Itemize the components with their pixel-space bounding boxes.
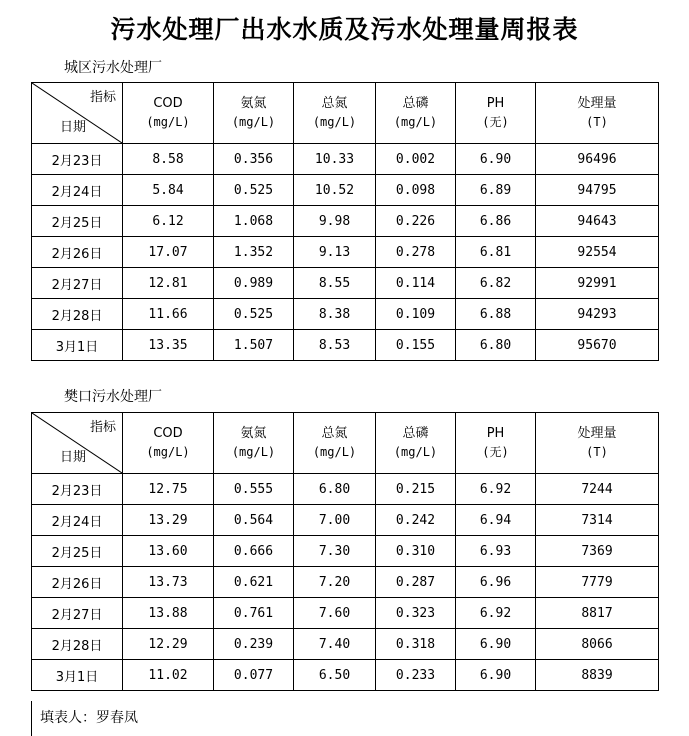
value-cell: 92991 xyxy=(536,268,659,299)
value-cell: 0.287 xyxy=(376,567,456,598)
column-header-total-phosphorus: 总磷 (mg/L) xyxy=(376,413,456,474)
value-cell: 1.068 xyxy=(214,206,294,237)
value-cell: 7.00 xyxy=(294,505,376,536)
value-cell: 8066 xyxy=(536,629,659,660)
value-cell: 96496 xyxy=(536,144,659,175)
value-cell: 7.30 xyxy=(294,536,376,567)
date-cell: 2月27日 xyxy=(32,598,123,629)
date-cell: 2月26日 xyxy=(32,237,123,268)
value-cell: 0.002 xyxy=(376,144,456,175)
value-cell: 7.60 xyxy=(294,598,376,629)
plant-2-body xyxy=(32,474,659,691)
value-cell: 6.80 xyxy=(294,474,376,505)
value-cell: 8.55 xyxy=(294,268,376,299)
report-title: 污水处理厂出水水质及污水处理量周报表 xyxy=(110,15,579,44)
value-cell: 6.96 xyxy=(456,567,536,598)
date-cell: 2月26日 xyxy=(32,567,123,598)
value-cell: 0.323 xyxy=(376,598,456,629)
plant-2-label: 樊口污水处理厂 xyxy=(64,389,162,405)
value-cell: 17.07 xyxy=(123,237,214,268)
column-header-total-phosphorus: 总磷 (mg/L) xyxy=(376,83,456,144)
value-cell: 94795 xyxy=(536,175,659,206)
value-cell: 6.86 xyxy=(456,206,536,237)
value-cell: 9.13 xyxy=(294,237,376,268)
value-cell: 0.318 xyxy=(376,629,456,660)
value-cell: 7244 xyxy=(536,474,659,505)
value-cell: 0.525 xyxy=(214,175,294,206)
table-header-row xyxy=(32,83,659,144)
value-cell: 0.077 xyxy=(214,660,294,691)
column-header-total-nitrogen: 总氮 (mg/L) xyxy=(294,413,376,474)
value-cell: 6.93 xyxy=(456,536,536,567)
value-cell: 12.81 xyxy=(123,268,214,299)
column-header-cod: COD (mg/L) xyxy=(123,83,214,144)
date-cell: 3月1日 xyxy=(32,660,123,691)
value-cell: 6.80 xyxy=(456,330,536,361)
table-row xyxy=(32,629,659,660)
value-cell: 0.525 xyxy=(214,299,294,330)
table-row xyxy=(32,237,659,268)
header-corner-cell xyxy=(32,83,123,144)
value-cell: 0.564 xyxy=(214,505,294,536)
value-cell: 0.226 xyxy=(376,206,456,237)
value-cell: 7.20 xyxy=(294,567,376,598)
value-cell: 6.50 xyxy=(294,660,376,691)
corner-date-label: 日期 xyxy=(60,450,87,465)
table-row xyxy=(32,474,659,505)
value-cell: 6.88 xyxy=(456,299,536,330)
plant-1-table xyxy=(31,82,659,361)
value-cell: 9.98 xyxy=(294,206,376,237)
table-row xyxy=(32,505,659,536)
date-cell: 2月24日 xyxy=(32,505,123,536)
plant-1-label: 城区污水处理厂 xyxy=(64,60,162,76)
value-cell: 13.88 xyxy=(123,598,214,629)
date-cell: 2月25日 xyxy=(32,206,123,237)
value-cell: 0.155 xyxy=(376,330,456,361)
table-row xyxy=(32,144,659,175)
column-header-volume: 处理量 (T) xyxy=(536,83,659,144)
value-cell: 6.94 xyxy=(456,505,536,536)
table-row xyxy=(32,536,659,567)
value-cell: 6.90 xyxy=(456,144,536,175)
table-row xyxy=(32,660,659,691)
value-cell: 13.35 xyxy=(123,330,214,361)
value-cell: 6.12 xyxy=(123,206,214,237)
date-cell: 3月1日 xyxy=(32,330,123,361)
date-cell: 2月28日 xyxy=(32,629,123,660)
date-cell: 2月23日 xyxy=(32,144,123,175)
value-cell: 0.109 xyxy=(376,299,456,330)
value-cell: 11.66 xyxy=(123,299,214,330)
plant-1-body xyxy=(32,144,659,361)
value-cell: 95670 xyxy=(536,330,659,361)
value-cell: 7369 xyxy=(536,536,659,567)
table-row xyxy=(32,598,659,629)
value-cell: 6.92 xyxy=(456,598,536,629)
date-cell: 2月28日 xyxy=(32,299,123,330)
value-cell: 12.75 xyxy=(123,474,214,505)
value-cell: 6.90 xyxy=(456,629,536,660)
value-cell: 0.215 xyxy=(376,474,456,505)
value-cell: 1.352 xyxy=(214,237,294,268)
value-cell: 8.58 xyxy=(123,144,214,175)
value-cell: 11.02 xyxy=(123,660,214,691)
value-cell: 0.621 xyxy=(214,567,294,598)
value-cell: 6.81 xyxy=(456,237,536,268)
value-cell: 13.73 xyxy=(123,567,214,598)
table-row xyxy=(32,175,659,206)
value-cell: 13.29 xyxy=(123,505,214,536)
value-cell: 8839 xyxy=(536,660,659,691)
date-cell: 2月23日 xyxy=(32,474,123,505)
column-header-ammonia: 氨氮 (mg/L) xyxy=(214,413,294,474)
value-cell: 0.239 xyxy=(214,629,294,660)
value-cell: 7.40 xyxy=(294,629,376,660)
table-row xyxy=(32,567,659,598)
column-header-ph: PH (无) xyxy=(456,413,536,474)
column-header-ph: PH (无) xyxy=(456,83,536,144)
header-corner-cell xyxy=(32,413,123,474)
value-cell: 0.666 xyxy=(214,536,294,567)
value-cell: 0.989 xyxy=(214,268,294,299)
value-cell: 10.33 xyxy=(294,144,376,175)
value-cell: 0.242 xyxy=(376,505,456,536)
value-cell: 94643 xyxy=(536,206,659,237)
value-cell: 0.555 xyxy=(214,474,294,505)
value-cell: 0.098 xyxy=(376,175,456,206)
value-cell: 94293 xyxy=(536,299,659,330)
column-header-total-nitrogen: 总氮 (mg/L) xyxy=(294,83,376,144)
value-cell: 1.507 xyxy=(214,330,294,361)
value-cell: 6.82 xyxy=(456,268,536,299)
value-cell: 0.233 xyxy=(376,660,456,691)
value-cell: 8.53 xyxy=(294,330,376,361)
date-cell: 2月25日 xyxy=(32,536,123,567)
value-cell: 5.84 xyxy=(123,175,214,206)
value-cell: 8.38 xyxy=(294,299,376,330)
value-cell: 6.90 xyxy=(456,660,536,691)
column-header-cod: COD (mg/L) xyxy=(123,413,214,474)
table-row xyxy=(32,206,659,237)
value-cell: 6.89 xyxy=(456,175,536,206)
table-row xyxy=(32,299,659,330)
value-cell: 13.60 xyxy=(123,536,214,567)
plant-2-table xyxy=(31,412,659,691)
filled-by-note: 填表人：罗春凤 xyxy=(31,701,331,736)
value-cell: 0.114 xyxy=(376,268,456,299)
corner-date-label: 日期 xyxy=(60,120,87,135)
corner-indicator-label: 指标 xyxy=(89,90,116,105)
value-cell: 12.29 xyxy=(123,629,214,660)
value-cell: 7314 xyxy=(536,505,659,536)
value-cell: 0.761 xyxy=(214,598,294,629)
value-cell: 92554 xyxy=(536,237,659,268)
corner-indicator-label: 指标 xyxy=(89,420,116,435)
table-row xyxy=(32,330,659,361)
table-header-row xyxy=(32,413,659,474)
value-cell: 10.52 xyxy=(294,175,376,206)
table-row xyxy=(32,268,659,299)
value-cell: 0.278 xyxy=(376,237,456,268)
value-cell: 0.356 xyxy=(214,144,294,175)
value-cell: 6.92 xyxy=(456,474,536,505)
column-header-ammonia: 氨氮 (mg/L) xyxy=(214,83,294,144)
value-cell: 0.310 xyxy=(376,536,456,567)
column-header-volume: 处理量 (T) xyxy=(536,413,659,474)
date-cell: 2月27日 xyxy=(32,268,123,299)
value-cell: 8817 xyxy=(536,598,659,629)
date-cell: 2月24日 xyxy=(32,175,123,206)
value-cell: 7779 xyxy=(536,567,659,598)
